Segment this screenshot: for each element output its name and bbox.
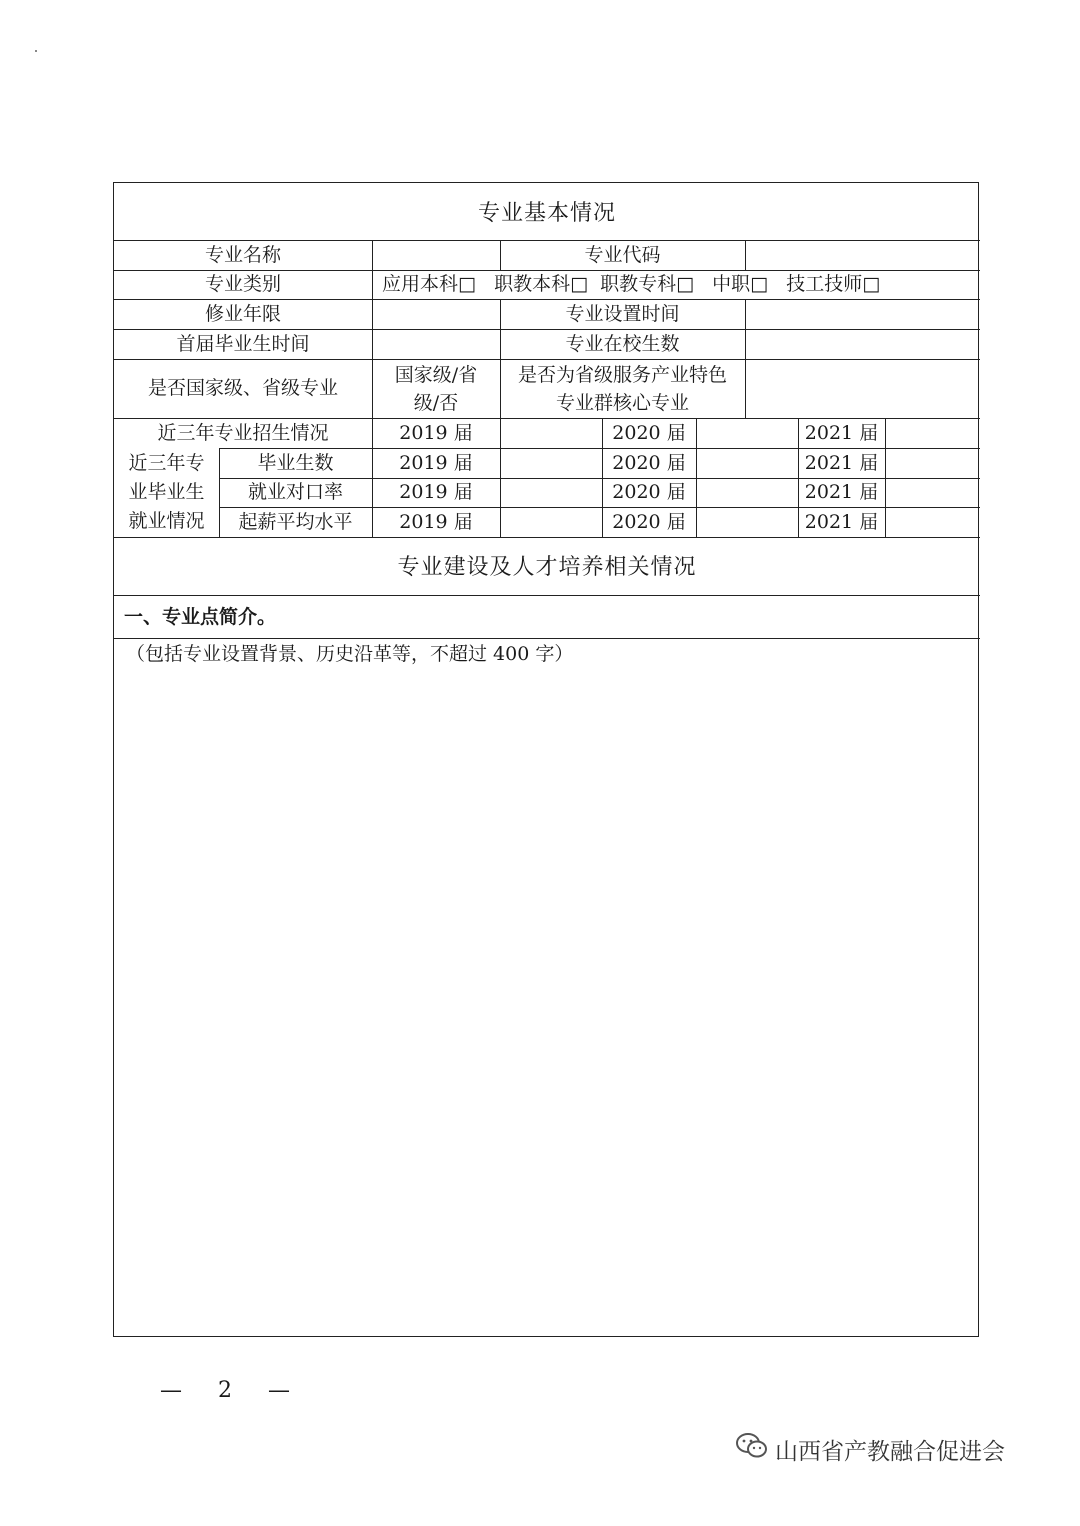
setup-time-label: 专业设置时间	[565, 302, 680, 325]
grad-group-line2: 业毕业生	[128, 481, 205, 503]
national-value-line1: 国家级/省	[394, 363, 478, 386]
wechat-icon	[735, 1432, 769, 1466]
match-rate-2020: 2020 届	[612, 481, 686, 503]
watermark-text: 山西省产教融合促进会	[775, 1438, 1005, 1465]
page-dash-right: —	[268, 1378, 290, 1403]
item1-heading: 一、专业点简介。	[124, 605, 277, 628]
enroll-year-2020: 2020 届	[612, 421, 686, 444]
duration-label: 修业年限	[204, 302, 281, 325]
section-title: 专业建设及人才培养相关情况	[397, 554, 697, 580]
students-field[interactable]	[745, 329, 980, 359]
setup-time-field[interactable]	[745, 299, 980, 329]
scan-speck	[35, 50, 37, 52]
grad-count-2019: 2019 届	[399, 451, 473, 474]
duration-field[interactable]	[372, 299, 500, 329]
wechat-watermark	[735, 1432, 1005, 1466]
cluster-label-line1: 是否为省级服务产业特色	[517, 363, 727, 386]
cluster-field[interactable]	[745, 359, 980, 418]
national-label: 是否国家级、省级专业	[147, 377, 338, 399]
salary-2021: 2021 届	[804, 510, 879, 533]
salary-label: 起薪平均水平	[238, 510, 353, 533]
major-code-label: 专业代码	[584, 243, 661, 266]
grad-group-line3: 就业情况	[128, 510, 205, 532]
category-options[interactable]: 应用本科□ 职教本科□ 职教专科□ 中职□ 技工技师□	[382, 273, 881, 295]
grad-group-line1: 近三年专	[128, 452, 205, 474]
basic-info-title: 专业基本情况	[477, 200, 616, 226]
grad-count-label: 毕业生数	[257, 451, 334, 474]
students-label: 专业在校生数	[565, 332, 680, 355]
match-rate-2019: 2019 届	[399, 481, 473, 503]
cluster-label-line2: 专业群核心专业	[555, 391, 689, 414]
salary-2020: 2020 届	[612, 510, 686, 533]
match-rate-2021: 2021 届	[804, 481, 879, 503]
major-name-label: 专业名称	[204, 243, 281, 266]
match-rate-label: 就业对口率	[247, 481, 343, 503]
grad-count-2021: 2021 届	[804, 451, 879, 474]
page-number	[160, 1378, 290, 1403]
grad-count-2020: 2020 届	[612, 451, 686, 474]
category-label: 专业类别	[204, 273, 281, 295]
major-info-form	[113, 182, 979, 1337]
major-code-field[interactable]	[745, 240, 980, 270]
salary-2019: 2019 届	[399, 510, 473, 533]
page-dash-left: —	[160, 1378, 182, 1403]
national-value-line2: 级/否	[413, 391, 459, 414]
page-number-value: 2	[218, 1378, 232, 1403]
first-grad-field[interactable]	[372, 329, 500, 359]
item1-hint: （包括专业设置背景、历史沿革等，不超过 400 字）	[126, 642, 574, 665]
item1-text-area[interactable]	[114, 673, 980, 1333]
first-grad-label: 首届毕业生时间	[176, 332, 310, 355]
enroll-year-2021: 2021 届	[804, 421, 879, 444]
enroll-year-2019: 2019 届	[399, 421, 473, 444]
major-name-field[interactable]	[372, 240, 500, 270]
enroll-label: 近三年专业招生情况	[157, 421, 329, 444]
